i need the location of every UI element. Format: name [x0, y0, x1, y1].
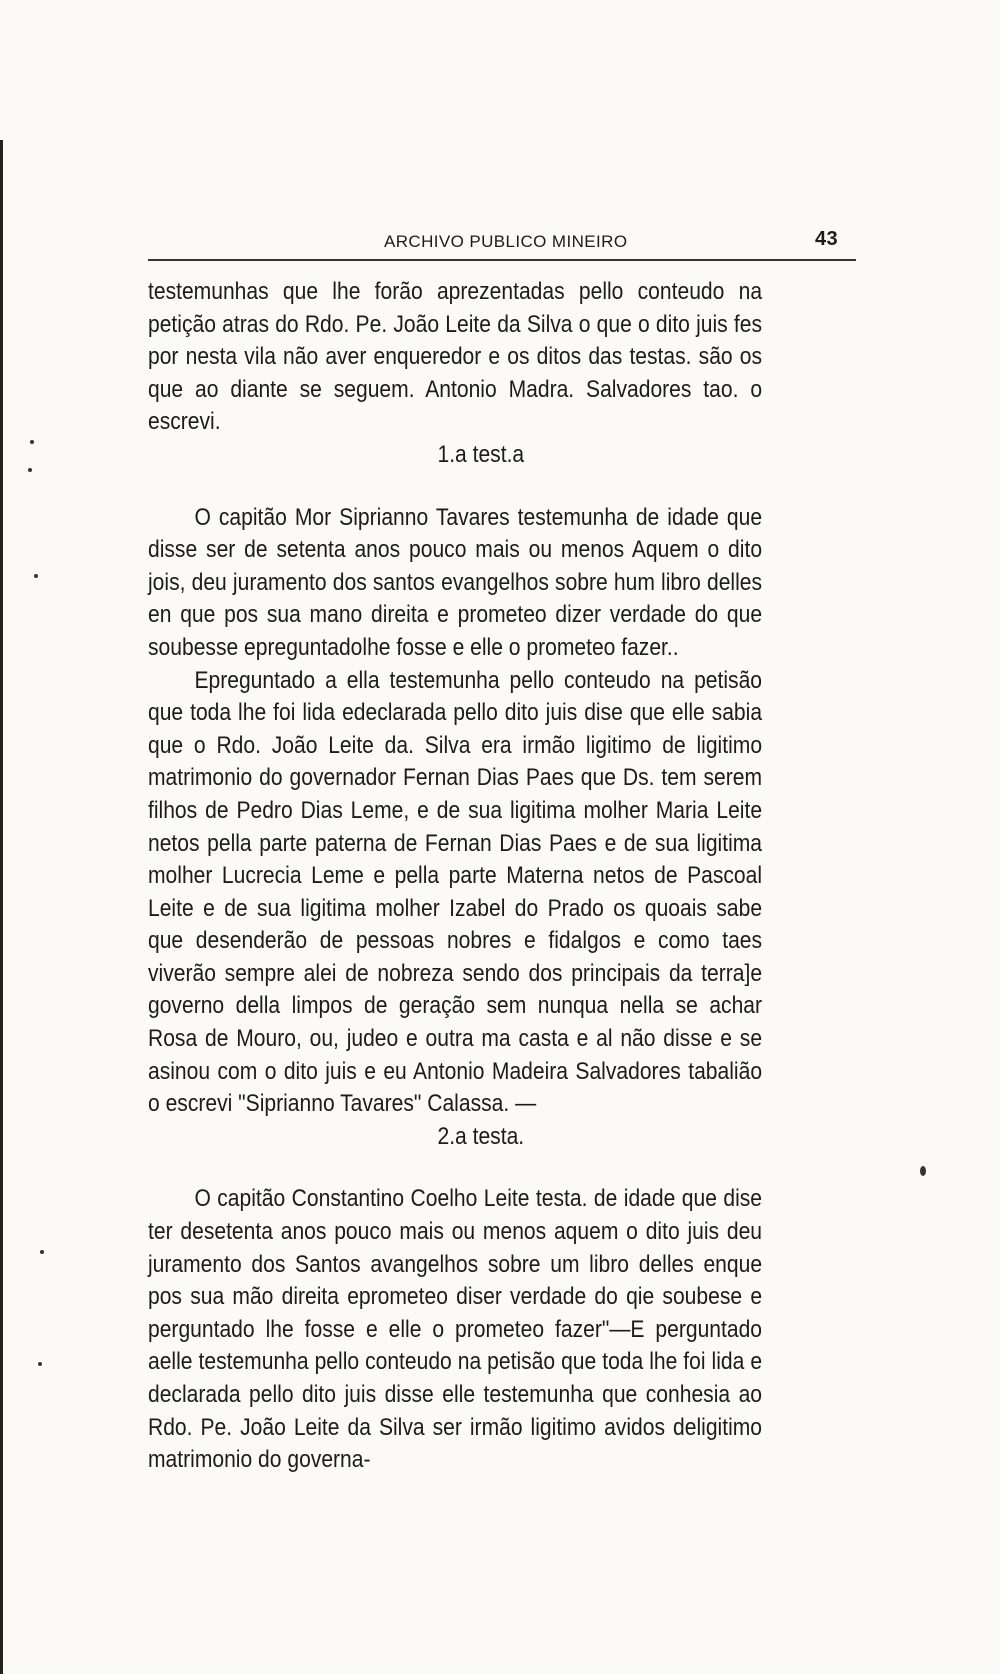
paragraph-1: testemunhas que lhe forão aprezentadas pello conteudo na petição atras do Rdo. Pe. João Leite da Silva o que o dito juis fes por nesta vila não aver enqueredor e os ditos das testas. são os que ao diante se seguem. Antonio Madra. Salvadores tao. o escrevi. [148, 278, 763, 436]
running-header [146, 228, 856, 258]
scan-speck [28, 468, 32, 472]
scan-speck [920, 1166, 926, 1176]
witness-heading-1: 1.a test.a [437, 440, 525, 468]
paragraph-3: Epreguntado a ella testemunha pello conteudo na petisão que toda lhe foi lida edeclarada pello dito juis dise que elle sabia que o Rdo. João Leite da. Silva era irmão ligitimo de ligitimo matrimonio do governador Fernan Dias Paes que Ds. tem serem filhos de Pedro Dias Leme, e de sua ligitima molher Maria Leite netos pella parte paterna de Fernan Dias Paes e de sua ligitima molher Lucrecia Leme e pella parte Materna netos de Pascoal Leite e de sua ligitima molher Izabel do Prado os quoais sabe que desenderão de pessoas nobres e fidalgos e como taes viverão sempre alei de nobreza sendo dos principais da terra]e governo della limpos de geração sem nunqua nella se achar Rosa de Mouro, ou, judeo e outra ma casta e al não disse e se asinou com o dito juis e eu Antonio Madeira Salvadores tabalião o escrevi "Siprianno Tavares" Calassa. — [148, 666, 763, 1118]
scan-speck [40, 1250, 44, 1254]
page-binding-edge [0, 140, 3, 1674]
header-title: ARCHIVO PUBLICO MINEIRO [384, 232, 628, 251]
page-number: 43 [814, 228, 838, 250]
scan-speck [30, 440, 34, 444]
header-rule [148, 259, 856, 265]
spacer [148, 1153, 762, 1183]
scan-speck [38, 1362, 42, 1366]
spacer [148, 472, 762, 502]
paragraph-4: O capitão Constantino Coelho Leite testa. de idade que dise ter desetenta anos pouco mais ou menos aquem o dito juis deu juramento dos Santos avangelhos sobre um libro delles enque pos sua mão direita eprometeo diser verdade do qie soubese e perguntado lhe fosse e elle o prometeo fazer"—E perguntado aelle testemunha pello conteudo na petisão que toda lhe foi lida e declarada pello dito juis disse elle testemunha que conhesia ao Rdo. Pe. João Leite da Silva ser irmão ligitimo avidos deligitimo matrimonio do governa- [148, 1185, 763, 1474]
scan-speck [34, 574, 38, 578]
witness-heading-2: 2.a testa. [437, 1122, 525, 1150]
page-text [148, 276, 762, 1477]
paragraph-2: O capitão Mor Siprianno Tavares testemunha de idade que disse ser de setenta anos pouco mais ou menos Aquem o dito jois, deu juramento dos santos evangelhos sobre hum libro delles en que pos sua mano direita e prometeo dizer verdade do que soubesse epreguntadolhe fosse e elle o prometeo fazer.. [148, 503, 763, 661]
